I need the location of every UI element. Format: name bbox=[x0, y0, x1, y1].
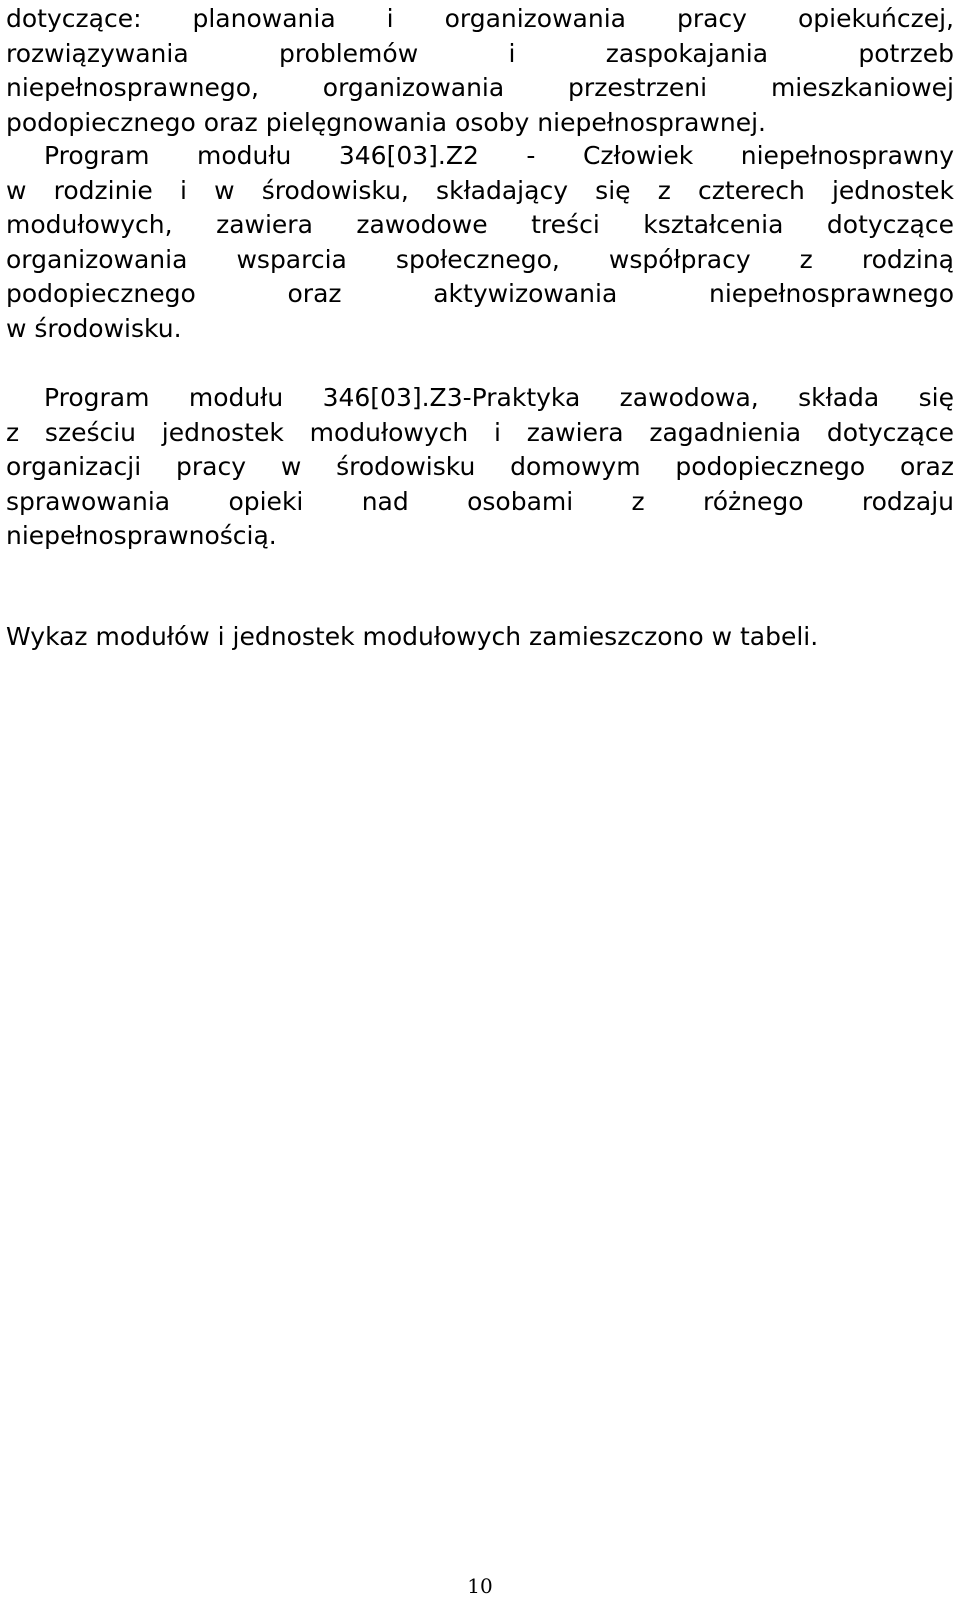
text-line: dotyczące: planowania i organizowania pracy opiekuńczej, bbox=[6, 4, 954, 33]
text-line: podopiecznego oraz pielęgnowania osoby niepełnosprawnej. bbox=[6, 107, 766, 137]
text-line: sprawowania opieki nad osobami z różnego rodzaju bbox=[6, 486, 954, 516]
text-line: z sześciu jednostek modułowych i zawiera zagadnienia dotyczące bbox=[6, 417, 954, 447]
text-line: niepełnosprawnego, organizowania przestrzeni mieszkaniowej bbox=[6, 73, 954, 103]
text-line: modułowych, zawiera zawodowe treści kształcenia dotyczące bbox=[6, 210, 954, 240]
text-line: w rodzinie i w środowisku, składający się z czterech jednostek bbox=[6, 175, 954, 205]
paragraph-module-z3 bbox=[6, 381, 954, 554]
text-line: rozwiązywania problemów i zaspokajania potrzeb bbox=[6, 38, 954, 68]
paragraph-module-z2 bbox=[6, 139, 954, 347]
text-line: Program modułu 346[03].Z2 - Człowiek niepełnosprawny bbox=[44, 141, 954, 170]
text-line: organizowania wsparcia społecznego, współpracy z rodziną bbox=[6, 244, 954, 274]
text-line: organizacji pracy w środowisku domowym podopiecznego oraz bbox=[6, 452, 954, 482]
text-line: niepełnosprawnością. bbox=[6, 521, 277, 551]
text-line: w środowisku. bbox=[6, 313, 182, 343]
text-line: Wykaz modułów i jednostek modułowych zamieszczono w tabeli. bbox=[6, 622, 819, 651]
page-number: 10 bbox=[467, 1574, 493, 1598]
paragraph-module-z1-continuation bbox=[6, 2, 954, 140]
paragraph-table-reference bbox=[6, 620, 954, 655]
text-line: Program modułu 346[03].Z3-Praktyka zawodowa, składa się bbox=[44, 383, 954, 412]
text-line: podopiecznego oraz aktywizowania niepełnosprawnego bbox=[6, 279, 954, 309]
